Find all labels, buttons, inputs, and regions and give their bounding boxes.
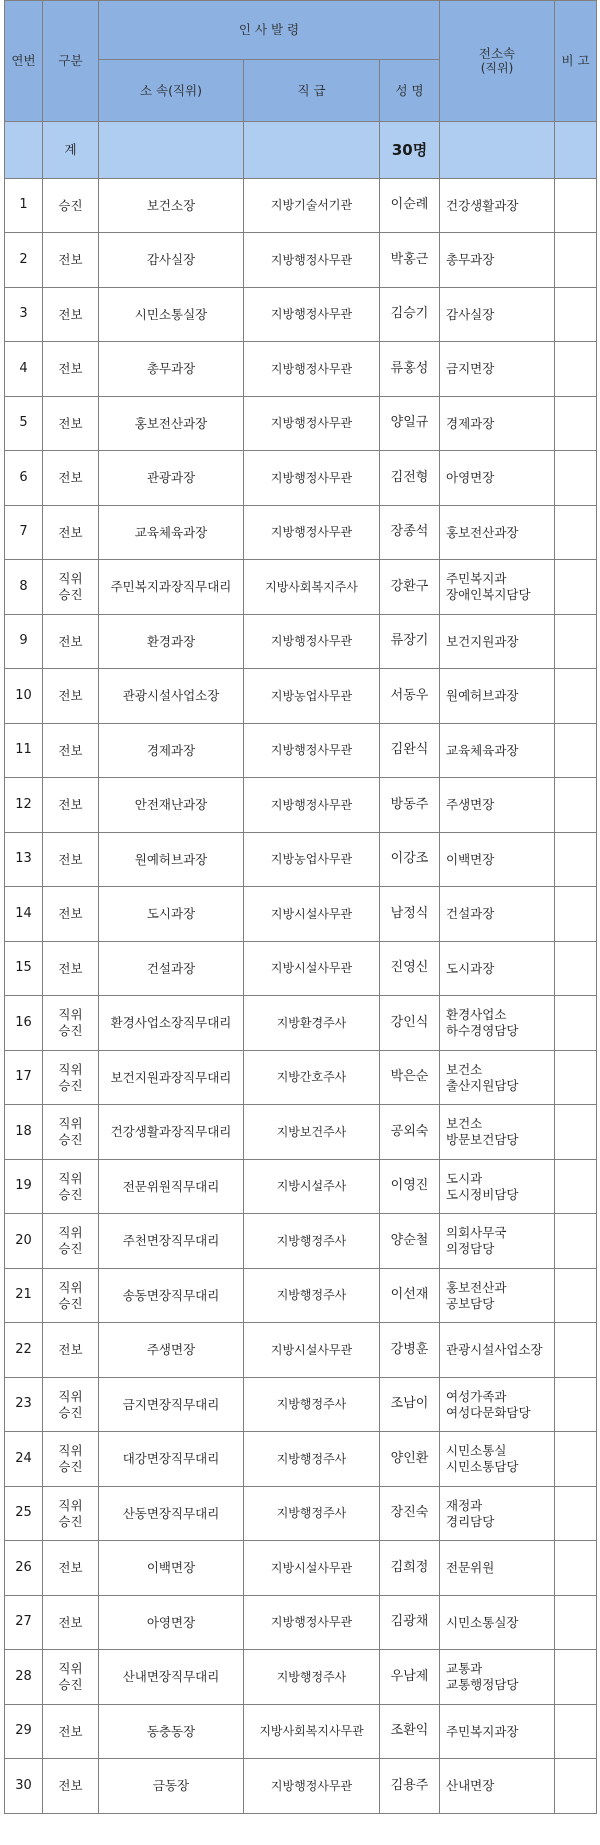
row-previous-post: 교육체육과장 bbox=[440, 724, 555, 778]
row-grade: 지방행정주사 bbox=[244, 1487, 380, 1541]
row-number: 7 bbox=[5, 506, 43, 560]
row-grade: 지방행정사무관 bbox=[244, 724, 380, 778]
row-note bbox=[555, 669, 597, 724]
row-grade: 지방간호주사 bbox=[244, 1051, 380, 1105]
row-number: 15 bbox=[5, 942, 43, 996]
row-previous-post: 아영면장 bbox=[440, 451, 555, 506]
row-category: 직위 승진 bbox=[43, 1269, 99, 1323]
row-note bbox=[555, 887, 597, 942]
table-row bbox=[5, 887, 597, 942]
row-category: 전보 bbox=[43, 1596, 99, 1650]
row-category: 전보 bbox=[43, 451, 99, 506]
row-previous-post: 의회사무국 의정담당 bbox=[440, 1214, 555, 1269]
row-category: 승진 bbox=[43, 179, 99, 233]
row-note bbox=[555, 1705, 597, 1759]
table-row bbox=[5, 778, 597, 833]
row-number: 13 bbox=[5, 833, 43, 887]
row-note bbox=[555, 560, 597, 615]
row-grade: 지방행정주사 bbox=[244, 1432, 380, 1487]
row-number: 10 bbox=[5, 669, 43, 724]
row-grade: 지방환경주사 bbox=[244, 996, 380, 1051]
row-grade: 지방행정사무관 bbox=[244, 615, 380, 669]
row-name: 강인식 bbox=[380, 996, 440, 1051]
col-header-note: 비 고 bbox=[555, 1, 597, 122]
row-department: 환경과장 bbox=[99, 615, 244, 669]
col-header-category: 구분 bbox=[43, 1, 99, 122]
row-name: 진영신 bbox=[380, 942, 440, 996]
row-department: 동충동장 bbox=[99, 1705, 244, 1759]
row-category: 직위 승진 bbox=[43, 560, 99, 615]
row-grade: 지방행정사무관 bbox=[244, 233, 380, 288]
row-name: 김용주 bbox=[380, 1759, 440, 1814]
row-note bbox=[555, 288, 597, 342]
row-number: 9 bbox=[5, 615, 43, 669]
row-number: 26 bbox=[5, 1541, 43, 1596]
table-row bbox=[5, 1705, 597, 1759]
row-previous-post: 산내면장 bbox=[440, 1759, 555, 1814]
row-name: 이강조 bbox=[380, 833, 440, 887]
row-previous-post: 재정과 경리담당 bbox=[440, 1487, 555, 1541]
total-empty-prev bbox=[440, 122, 555, 179]
row-category: 전보 bbox=[43, 942, 99, 996]
row-previous-post: 교통과 교통행정담당 bbox=[440, 1650, 555, 1705]
row-department: 아영면장 bbox=[99, 1596, 244, 1650]
table-header bbox=[5, 1, 597, 122]
table-row bbox=[5, 1759, 597, 1814]
row-number: 17 bbox=[5, 1051, 43, 1105]
row-department: 원예허브과장 bbox=[99, 833, 244, 887]
row-previous-post: 전문위원 bbox=[440, 1541, 555, 1596]
row-previous-post: 시민소통실 시민소통담당 bbox=[440, 1432, 555, 1487]
table-row bbox=[5, 1323, 597, 1378]
row-department: 교육체육과장 bbox=[99, 506, 244, 560]
table-row bbox=[5, 1160, 597, 1214]
row-grade: 지방시설사무관 bbox=[244, 942, 380, 996]
row-previous-post: 환경사업소 하수경영담당 bbox=[440, 996, 555, 1051]
row-department: 산내면장직무대리 bbox=[99, 1650, 244, 1705]
row-name: 방동주 bbox=[380, 778, 440, 833]
row-category: 전보 bbox=[43, 342, 99, 397]
row-grade: 지방행정사무관 bbox=[244, 778, 380, 833]
row-name: 조남이 bbox=[380, 1378, 440, 1432]
row-note bbox=[555, 342, 597, 397]
row-category: 전보 bbox=[43, 1541, 99, 1596]
row-department: 경제과장 bbox=[99, 724, 244, 778]
row-number: 22 bbox=[5, 1323, 43, 1378]
row-grade: 지방행정주사 bbox=[244, 1214, 380, 1269]
row-category: 직위 승진 bbox=[43, 1105, 99, 1160]
row-category: 직위 승진 bbox=[43, 1378, 99, 1432]
row-category: 전보 bbox=[43, 669, 99, 724]
row-category: 직위 승진 bbox=[43, 1487, 99, 1541]
row-number: 2 bbox=[5, 233, 43, 288]
row-number: 23 bbox=[5, 1378, 43, 1432]
row-category: 전보 bbox=[43, 833, 99, 887]
row-number: 27 bbox=[5, 1596, 43, 1650]
row-grade: 지방행정사무관 bbox=[244, 1596, 380, 1650]
row-name: 양순철 bbox=[380, 1214, 440, 1269]
row-name: 서동우 bbox=[380, 669, 440, 724]
row-name: 공외숙 bbox=[380, 1105, 440, 1160]
table-row bbox=[5, 996, 597, 1051]
row-previous-post: 여성가족과 여성다문화담당 bbox=[440, 1378, 555, 1432]
row-department: 홍보전산과장 bbox=[99, 397, 244, 451]
row-previous-post: 도시과장 bbox=[440, 942, 555, 996]
total-row bbox=[5, 122, 597, 179]
row-number: 24 bbox=[5, 1432, 43, 1487]
row-department: 주천면장직무대리 bbox=[99, 1214, 244, 1269]
row-department: 주민복지과장직무대리 bbox=[99, 560, 244, 615]
col-header-grade: 직 급 bbox=[244, 60, 380, 122]
row-name: 장종석 bbox=[380, 506, 440, 560]
table-row bbox=[5, 179, 597, 233]
table-row bbox=[5, 833, 597, 887]
row-name: 김광채 bbox=[380, 1596, 440, 1650]
row-grade: 지방사회복지사무관 bbox=[244, 1705, 380, 1759]
row-number: 20 bbox=[5, 1214, 43, 1269]
row-department: 주생면장 bbox=[99, 1323, 244, 1378]
total-empty-grade bbox=[244, 122, 380, 179]
row-category: 전보 bbox=[43, 288, 99, 342]
row-previous-post: 보건소 출산지원담당 bbox=[440, 1051, 555, 1105]
row-previous-post: 도시과 도시정비담당 bbox=[440, 1160, 555, 1214]
row-name: 양인환 bbox=[380, 1432, 440, 1487]
row-note bbox=[555, 233, 597, 288]
table-row bbox=[5, 560, 597, 615]
row-previous-post: 금지면장 bbox=[440, 342, 555, 397]
row-number: 19 bbox=[5, 1160, 43, 1214]
row-number: 1 bbox=[5, 179, 43, 233]
row-name: 강환구 bbox=[380, 560, 440, 615]
row-name: 남정식 bbox=[380, 887, 440, 942]
col-header-no: 연번 bbox=[5, 1, 43, 122]
row-grade: 지방시설주사 bbox=[244, 1160, 380, 1214]
total-empty-note bbox=[555, 122, 597, 179]
row-category: 전보 bbox=[43, 397, 99, 451]
row-previous-post: 시민소통실장 bbox=[440, 1596, 555, 1650]
table-row bbox=[5, 942, 597, 996]
row-number: 28 bbox=[5, 1650, 43, 1705]
row-category: 전보 bbox=[43, 1759, 99, 1814]
row-previous-post: 주민복지과 장애인복지담당 bbox=[440, 560, 555, 615]
row-name: 조환익 bbox=[380, 1705, 440, 1759]
row-grade: 지방행정사무관 bbox=[244, 1759, 380, 1814]
col-header-previous-post: 전소속 (직위) bbox=[440, 1, 555, 122]
row-number: 8 bbox=[5, 560, 43, 615]
row-department: 총무과장 bbox=[99, 342, 244, 397]
row-previous-post: 주생면장 bbox=[440, 778, 555, 833]
row-note bbox=[555, 1487, 597, 1541]
table-row bbox=[5, 1214, 597, 1269]
total-count: 30명 bbox=[380, 122, 440, 179]
row-note bbox=[555, 397, 597, 451]
row-note bbox=[555, 996, 597, 1051]
total-label: 계 bbox=[43, 122, 99, 179]
row-department: 건설과장 bbox=[99, 942, 244, 996]
row-note bbox=[555, 1323, 597, 1378]
row-category: 직위 승진 bbox=[43, 996, 99, 1051]
row-note bbox=[555, 1541, 597, 1596]
row-note bbox=[555, 1051, 597, 1105]
row-number: 12 bbox=[5, 778, 43, 833]
personnel-appointment-table bbox=[4, 0, 597, 1814]
row-previous-post: 보건소 방문보건담당 bbox=[440, 1105, 555, 1160]
group-header-appointment: 인 사 발 령 bbox=[99, 1, 440, 60]
row-note bbox=[555, 506, 597, 560]
row-note bbox=[555, 1596, 597, 1650]
table-row bbox=[5, 233, 597, 288]
table-row bbox=[5, 615, 597, 669]
row-name: 김완식 bbox=[380, 724, 440, 778]
row-previous-post: 원예허브과장 bbox=[440, 669, 555, 724]
row-name: 이영진 bbox=[380, 1160, 440, 1214]
row-department: 도시과장 bbox=[99, 887, 244, 942]
row-department: 보건지원과장직무대리 bbox=[99, 1051, 244, 1105]
row-category: 전보 bbox=[43, 887, 99, 942]
row-name: 우남제 bbox=[380, 1650, 440, 1705]
row-category: 전보 bbox=[43, 778, 99, 833]
row-note bbox=[555, 179, 597, 233]
row-grade: 지방행정사무관 bbox=[244, 397, 380, 451]
row-number: 14 bbox=[5, 887, 43, 942]
row-grade: 지방농업사무관 bbox=[244, 669, 380, 724]
row-department: 대강면장직무대리 bbox=[99, 1432, 244, 1487]
row-name: 이선재 bbox=[380, 1269, 440, 1323]
row-department: 환경사업소장직무대리 bbox=[99, 996, 244, 1051]
table-row bbox=[5, 1051, 597, 1105]
row-note bbox=[555, 1105, 597, 1160]
total-empty-dept bbox=[99, 122, 244, 179]
row-department: 건강생활과장직무대리 bbox=[99, 1105, 244, 1160]
row-previous-post: 관광시설사업소장 bbox=[440, 1323, 555, 1378]
table-row bbox=[5, 1269, 597, 1323]
table-row bbox=[5, 1650, 597, 1705]
row-department: 이백면장 bbox=[99, 1541, 244, 1596]
table-row bbox=[5, 451, 597, 506]
row-name: 양일규 bbox=[380, 397, 440, 451]
row-name: 박홍근 bbox=[380, 233, 440, 288]
row-name: 장진숙 bbox=[380, 1487, 440, 1541]
row-grade: 지방사회복지주사 bbox=[244, 560, 380, 615]
row-previous-post: 이백면장 bbox=[440, 833, 555, 887]
row-grade: 지방행정주사 bbox=[244, 1650, 380, 1705]
row-previous-post: 총무과장 bbox=[440, 233, 555, 288]
row-note bbox=[555, 615, 597, 669]
row-grade: 지방농업사무관 bbox=[244, 833, 380, 887]
row-note bbox=[555, 942, 597, 996]
row-category: 전보 bbox=[43, 615, 99, 669]
row-grade: 지방보건주사 bbox=[244, 1105, 380, 1160]
row-department: 안전재난과장 bbox=[99, 778, 244, 833]
row-note bbox=[555, 833, 597, 887]
row-number: 6 bbox=[5, 451, 43, 506]
row-previous-post: 경제과장 bbox=[440, 397, 555, 451]
row-department: 시민소통실장 bbox=[99, 288, 244, 342]
row-number: 5 bbox=[5, 397, 43, 451]
row-note bbox=[555, 1160, 597, 1214]
row-grade: 지방시설사무관 bbox=[244, 887, 380, 942]
row-number: 3 bbox=[5, 288, 43, 342]
table-row bbox=[5, 669, 597, 724]
row-grade: 지방행정사무관 bbox=[244, 506, 380, 560]
row-category: 직위 승진 bbox=[43, 1214, 99, 1269]
row-grade: 지방기술서기관 bbox=[244, 179, 380, 233]
row-name: 강병훈 bbox=[380, 1323, 440, 1378]
row-note bbox=[555, 1432, 597, 1487]
row-note bbox=[555, 1214, 597, 1269]
row-name: 류장기 bbox=[380, 615, 440, 669]
row-number: 25 bbox=[5, 1487, 43, 1541]
row-department: 금지면장직무대리 bbox=[99, 1378, 244, 1432]
row-department: 관광과장 bbox=[99, 451, 244, 506]
row-category: 직위 승진 bbox=[43, 1160, 99, 1214]
row-department: 금동장 bbox=[99, 1759, 244, 1814]
row-category: 전보 bbox=[43, 1323, 99, 1378]
row-note bbox=[555, 724, 597, 778]
row-number: 29 bbox=[5, 1705, 43, 1759]
row-category: 직위 승진 bbox=[43, 1432, 99, 1487]
row-department: 전문위원직무대리 bbox=[99, 1160, 244, 1214]
row-previous-post: 건설과장 bbox=[440, 887, 555, 942]
row-name: 김전형 bbox=[380, 451, 440, 506]
row-grade: 지방행정주사 bbox=[244, 1269, 380, 1323]
table-row bbox=[5, 1541, 597, 1596]
row-previous-post: 감사실장 bbox=[440, 288, 555, 342]
row-note bbox=[555, 1650, 597, 1705]
row-grade: 지방시설사무관 bbox=[244, 1323, 380, 1378]
row-previous-post: 건강생활과장 bbox=[440, 179, 555, 233]
row-category: 전보 bbox=[43, 1705, 99, 1759]
table-row bbox=[5, 397, 597, 451]
row-category: 직위 승진 bbox=[43, 1051, 99, 1105]
row-name: 이순례 bbox=[380, 179, 440, 233]
table-row bbox=[5, 1487, 597, 1541]
table-row bbox=[5, 1378, 597, 1432]
row-previous-post: 보건지원과장 bbox=[440, 615, 555, 669]
table-row bbox=[5, 1596, 597, 1650]
row-name: 김희정 bbox=[380, 1541, 440, 1596]
row-number: 21 bbox=[5, 1269, 43, 1323]
table-row bbox=[5, 342, 597, 397]
row-name: 박은순 bbox=[380, 1051, 440, 1105]
row-note bbox=[555, 778, 597, 833]
total-empty-no bbox=[5, 122, 43, 179]
row-name: 류홍성 bbox=[380, 342, 440, 397]
row-note bbox=[555, 451, 597, 506]
col-header-dept: 소 속(직위) bbox=[99, 60, 244, 122]
row-grade: 지방행정사무관 bbox=[244, 288, 380, 342]
table-row bbox=[5, 1432, 597, 1487]
row-category: 전보 bbox=[43, 724, 99, 778]
row-category: 전보 bbox=[43, 506, 99, 560]
row-number: 18 bbox=[5, 1105, 43, 1160]
row-number: 11 bbox=[5, 724, 43, 778]
row-department: 관광시설사업소장 bbox=[99, 669, 244, 724]
table-row bbox=[5, 724, 597, 778]
table-row bbox=[5, 288, 597, 342]
row-previous-post: 홍보전산과 공보담당 bbox=[440, 1269, 555, 1323]
row-note bbox=[555, 1378, 597, 1432]
row-name: 김승기 bbox=[380, 288, 440, 342]
row-previous-post: 홍보전산과장 bbox=[440, 506, 555, 560]
row-grade: 지방행정주사 bbox=[244, 1378, 380, 1432]
row-category: 직위 승진 bbox=[43, 1650, 99, 1705]
row-department: 감사실장 bbox=[99, 233, 244, 288]
table-body bbox=[5, 122, 597, 1814]
row-department: 송동면장직무대리 bbox=[99, 1269, 244, 1323]
row-department: 산동면장직무대리 bbox=[99, 1487, 244, 1541]
row-number: 30 bbox=[5, 1759, 43, 1814]
col-header-name: 성 명 bbox=[380, 60, 440, 122]
row-number: 4 bbox=[5, 342, 43, 397]
row-category: 전보 bbox=[43, 233, 99, 288]
table-row bbox=[5, 1105, 597, 1160]
row-note bbox=[555, 1269, 597, 1323]
row-grade: 지방시설사무관 bbox=[244, 1541, 380, 1596]
row-previous-post: 주민복지과장 bbox=[440, 1705, 555, 1759]
row-number: 16 bbox=[5, 996, 43, 1051]
table-row bbox=[5, 506, 597, 560]
row-grade: 지방행정사무관 bbox=[244, 342, 380, 397]
row-note bbox=[555, 1759, 597, 1814]
row-department: 보건소장 bbox=[99, 179, 244, 233]
row-grade: 지방행정사무관 bbox=[244, 451, 380, 506]
